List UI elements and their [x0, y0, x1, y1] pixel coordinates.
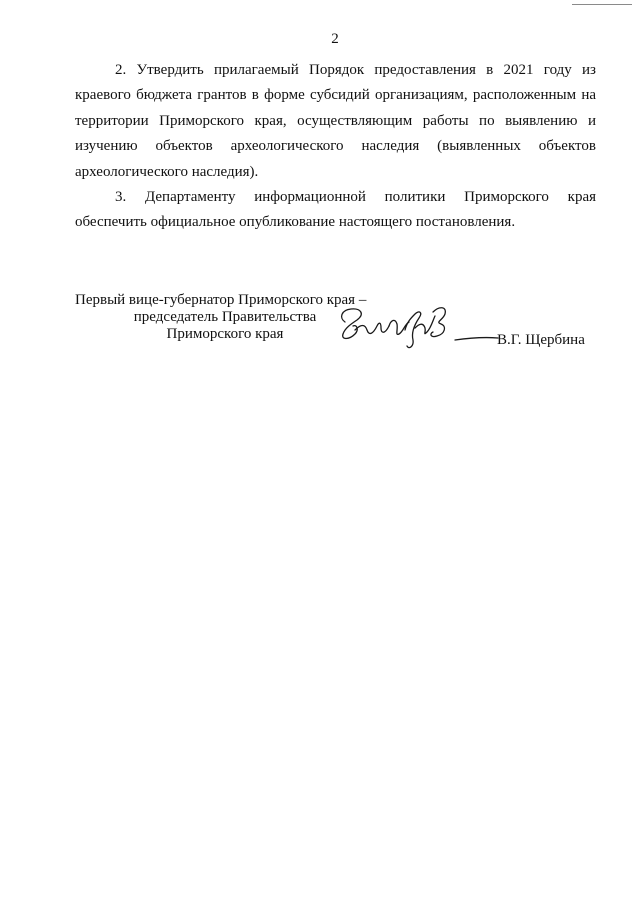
signatory-title-line-2: председатель Правительства — [133, 309, 317, 325]
signatory-name: В.Г. Щербина — [497, 332, 585, 348]
signatory-title — [75, 292, 375, 343]
top-edge-line — [572, 4, 632, 5]
page-number: 2 — [331, 31, 339, 47]
signatory-title-line-3: Приморского края — [166, 326, 284, 342]
handwritten-signature — [335, 300, 500, 356]
paragraph-publication: 3. Департаменту информационной политики Приморского края обеспечить официальное опубликование настоящего постановления. — [75, 189, 596, 231]
document-body — [75, 58, 596, 236]
paragraph-approve-procedure: 2. Утвердить прилагаемый Порядок предоставления в 2021 году из краевого бюджета грантов в форме субсидий организациям, расположенным на территории Приморского края, осуществляющим работы по выявлению и изучению объектов археологического наследия (выявленных объектов археологического наследия). — [75, 62, 596, 180]
signatory-title-line-1: Первый вице-губернатор Приморского края – — [75, 292, 367, 308]
